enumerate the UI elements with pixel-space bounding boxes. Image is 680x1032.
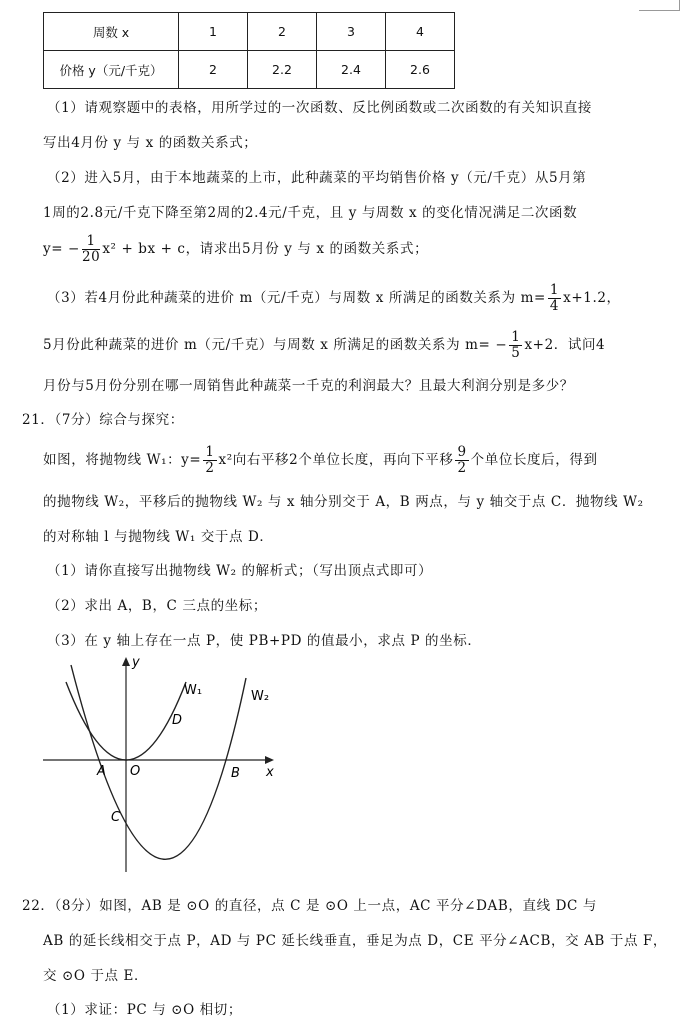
table-row-weeks: [44, 13, 455, 51]
fraction-denominator: 20: [81, 249, 101, 265]
table-cell: 3: [317, 13, 386, 51]
q22-line2: AB 的延长线相交于点 P，AD 与 PC 延长线垂直，垂足为点 D，CE 平分∠ACB，交 AB 于点 F，: [43, 933, 668, 949]
q22-line3: 交 ⊙O 于点 E．: [43, 968, 149, 984]
table-header-price: 价格 y（元/千克）: [44, 51, 179, 89]
fraction-denominator: 4: [549, 298, 560, 314]
q20-formula-may-cost: [43, 330, 605, 361]
fraction-numerator: 1: [511, 329, 521, 345]
page-corner-mark: [639, 0, 680, 11]
q20-part1-line1: （1）请观察题中的表格，用所学过的一次函数、反比例函数或二次函数的有关知识直接: [47, 100, 592, 116]
q20-part3-question: 月份与5月份分别在哪一周销售此种蔬菜一千克的利润最大？且最大利润分别是多少？: [43, 378, 574, 394]
fraction: [203, 445, 216, 476]
table-cell: 2.2: [248, 51, 317, 89]
fraction: [455, 445, 468, 476]
q21-line: 的抛物线 W₂，平移后的抛物线 W₂ 与 x 轴分别交于 A，B 两点，与 y 轴交于点 C．抛物线 W₂: [43, 494, 644, 510]
table-cell: 2: [248, 13, 317, 51]
point-d-label: D: [172, 713, 183, 728]
fraction: [509, 330, 522, 361]
table-header-week: 周数 x: [44, 13, 179, 51]
fraction-numerator: 1: [205, 444, 215, 460]
q21-part3: （3）在 y 轴上存在一点 P，使 PB+PD 的值最小，求点 P 的坐标．: [47, 633, 482, 649]
table-cell: 2.4: [317, 51, 386, 89]
parabola-figure: [38, 652, 288, 877]
formula-mid: x²向右平移2个单位长度，再向下平移: [218, 452, 454, 468]
q20-part2-line2: 1周的2.8元/千克下降至第2周的2.4元/千克，且 y 与周数 x 的变化情况满足二次函数: [43, 205, 578, 221]
fraction-numerator: 1: [82, 234, 100, 250]
q20-formula-quadratic: [43, 234, 428, 265]
y-axis-label: y: [132, 655, 140, 670]
fraction: [82, 234, 100, 265]
table-row-prices: [44, 51, 455, 89]
fraction: [548, 283, 561, 314]
q22-part1: （1）求证：PC 与 ⊙O 相切；: [47, 1002, 242, 1018]
formula-rest: x+1.2，: [563, 290, 621, 306]
q20-formula-april-cost: [47, 283, 621, 314]
point-c-label: C: [111, 810, 121, 825]
point-a-label: A: [97, 764, 106, 779]
x-axis-label: x: [266, 765, 274, 780]
q21-line: 的对称轴 l 与抛物线 W₁ 交于点 D．: [43, 529, 274, 545]
label-w1: W₁: [184, 683, 203, 698]
q21-part2: （2）求出 A，B，C 三点的坐标；: [47, 598, 267, 614]
fraction-denominator: 2: [457, 460, 467, 476]
q21-title: 21．（7分）综合与探究：: [22, 412, 184, 428]
y-axis-arrow-icon: [122, 657, 130, 666]
point-b-label: B: [231, 766, 240, 781]
table-cell: 4: [386, 13, 455, 51]
formula-prefix: y= −: [43, 241, 80, 257]
fraction-numerator: 1: [549, 282, 560, 298]
table-cell: 2: [179, 51, 248, 89]
q20-part2-line1: （2）进入5月，由于本地蔬菜的上市，此种蔬菜的平均销售价格 y（元/千克）从5月第: [47, 170, 587, 186]
fraction-denominator: 2: [205, 460, 215, 476]
formula-rest: x+2．试问4: [524, 337, 606, 353]
parabola-w2: [71, 665, 246, 859]
q21-part1: （1）请你直接写出抛物线 W₂ 的解析式；（写出顶点式即可）: [47, 563, 433, 579]
formula-prefix: （3）若4月份此种蔬菜的进价 m（元/千克）与周数 x 所满足的函数关系为 m=: [47, 290, 546, 306]
formula-rest: 个单位长度后，得到: [470, 452, 598, 468]
table-cell: 1: [179, 13, 248, 51]
fraction-numerator: 9: [457, 444, 467, 460]
q21-formula-line: [43, 445, 598, 476]
formula-rest: x² + bx + c，请求出5月份 y 与 x 的函数关系式；: [102, 241, 429, 257]
q20-part1-line2: 写出4月份 y 与 x 的函数关系式；: [43, 135, 258, 151]
label-w2: W₂: [251, 689, 270, 704]
x-axis-arrow-icon: [265, 756, 274, 764]
formula-prefix: 如图，将抛物线 W₁：y=: [43, 452, 202, 468]
table-cell: 2.6: [386, 51, 455, 89]
origin-label: O: [130, 764, 141, 779]
q22-line1: 22．（8分）如图，AB 是 ⊙O 的直径，点 C 是 ⊙O 上一点，AC 平分∠DAB，直线 DC 与: [22, 898, 597, 914]
fraction-denominator: 5: [511, 345, 521, 361]
formula-prefix: 5月份此种蔬菜的进价 m（元/千克）与周数 x 所满足的函数关系为 m= −: [43, 337, 508, 353]
price-table: [43, 12, 455, 89]
